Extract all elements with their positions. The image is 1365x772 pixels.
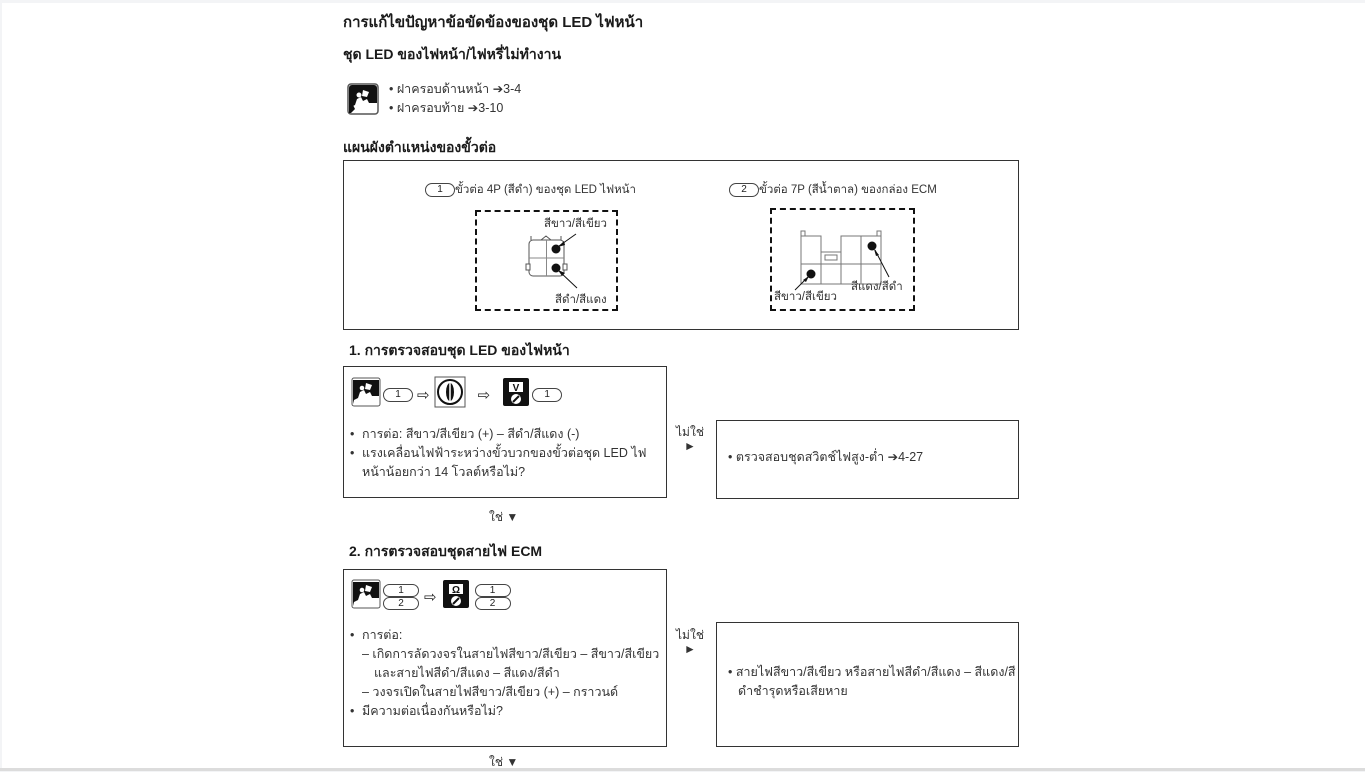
- bullet: •: [728, 450, 736, 464]
- step-1-yes-branch: ใช่ ▼: [489, 510, 519, 524]
- bullet: •: [728, 665, 736, 679]
- ignition-switch-icon: [434, 376, 466, 413]
- connector-number-stack: [475, 584, 511, 610]
- check-item: • มีความต่อเนื่องกันหรือไม่?: [350, 702, 662, 721]
- reference-arrow-icon: ➔: [887, 450, 899, 464]
- disconnect-icon: [351, 579, 381, 614]
- step-2-procedure-icons: [351, 579, 511, 614]
- connector-section-heading: แผนผังตำแหน่งของขั้วต่อ: [343, 139, 497, 155]
- check-item: • การต่อ:: [350, 626, 662, 645]
- pin-label: สีดำ/สีแดง: [555, 294, 607, 306]
- check-item: • การต่อ: สีขาว/สีเขียว (+) – สีดำ/สีแดง (-): [350, 425, 660, 444]
- page-ref-link[interactable]: 3-10: [478, 101, 504, 115]
- connector-2-label: 2 ขั้วต่อ 7P (สีน้ำตาล) ของกล่อง ECM: [729, 181, 937, 199]
- pin-label: สีขาว/สีเขียว: [774, 291, 837, 303]
- connector-1-diagram: [475, 210, 618, 311]
- bullet: •: [389, 101, 397, 115]
- step-1-check-list: [350, 425, 660, 482]
- connector-number-badge: 1: [475, 584, 511, 597]
- right-arrow-icon: ►: [684, 439, 696, 453]
- step-1-no-branch: ไม่ใช่ ►: [676, 425, 704, 453]
- step-1-heading: 1. การตรวจสอบชุด LED ของไฟหน้า: [349, 342, 570, 358]
- step-2-heading: 2. การตรวจสอบชุดสายไฟ ECM: [349, 543, 543, 559]
- disconnect-icon: [351, 377, 381, 412]
- reference-arrow-icon: ➔: [492, 82, 504, 96]
- connector-number-badge: 1: [383, 388, 413, 402]
- next-arrow-icon: ⇨: [424, 588, 437, 606]
- step-2-no-branch: ไม่ใช่ ►: [676, 628, 704, 656]
- next-arrow-icon: ⇨: [477, 386, 491, 404]
- step-1-procedure-icons: [351, 376, 562, 413]
- reference-arrow-icon: ➔: [467, 101, 479, 115]
- bullet: •: [389, 82, 397, 96]
- connector-number-badge: 2: [383, 597, 419, 610]
- connector-number-badge: 2: [475, 597, 511, 610]
- step-2-result-text: • สายไฟสีขาว/สีเขียว หรือสายไฟสีดำ/สีแดง – สีแดง/สีดำชำรุดหรือเสียหาย: [728, 665, 1016, 698]
- svg-text:V: V: [512, 383, 520, 394]
- next-arrow-icon: ⇨: [417, 386, 430, 404]
- connector-number-stack: [383, 584, 419, 610]
- step-2-procedure-box: [343, 569, 667, 747]
- bullet: •: [350, 704, 355, 718]
- ohmmeter-icon: [442, 579, 470, 614]
- step-1-procedure-box: [343, 366, 667, 498]
- svg-text:Ω: Ω: [451, 585, 460, 596]
- connector-number-badge: 1: [532, 388, 562, 402]
- connector-number-badge: 1: [383, 584, 419, 597]
- check-sub-item: – เกิดการลัดวงจรในสายไฟสีขาว/สีเขียว – สีขาว/สีเขียว และสายไฟสีดำ/สีแดง – สีแดง/สีดำ – วงจรเปิดในสายไฟสีขาว/สีเขียว (+) – กราวนด์: [362, 647, 660, 699]
- step-1-result-box: [716, 420, 1019, 499]
- removal-icon: [347, 83, 379, 115]
- page-title: การแก้ไขปัญหาข้อขัดข้องของชุด LED ไฟหน้า: [343, 14, 644, 31]
- page-ref-link[interactable]: 4-27: [898, 450, 924, 464]
- step-2-result-box: [716, 622, 1019, 747]
- step-2-yes-branch: ใช่ ▼: [489, 755, 519, 769]
- check-item: • แรงเคลื่อนไฟฟ้าระหว่างขั้วบวกของขั้วต่อชุด LED ไฟหน้าน้อยกว่า 14 โวลต์หรือไม่?: [350, 444, 660, 482]
- bullet: •: [350, 628, 355, 642]
- pin-label: สีแดง/สีดำ: [851, 281, 903, 293]
- removal-item: • ฝาครอบด้านหน้า ➔3-4: [389, 82, 522, 96]
- page-ref-link[interactable]: 3-4: [503, 82, 522, 96]
- connector-number-badge: 1: [425, 183, 455, 197]
- voltmeter-icon: [502, 377, 530, 412]
- step-2-check-list: [350, 626, 662, 721]
- right-arrow-icon: ►: [684, 642, 696, 656]
- removal-list: [389, 80, 521, 118]
- connector-number-badge: 2: [729, 183, 759, 197]
- pin-label: สีขาว/สีเขียว: [544, 218, 607, 230]
- connector-1-label: 1 ขั้วต่อ 4P (สีดำ) ของชุด LED ไฟหน้า: [425, 181, 636, 199]
- connector-diagram-box: [343, 160, 1019, 330]
- connector-2-diagram: [770, 208, 915, 311]
- removal-item: • ฝาครอบท้าย ➔3-10: [389, 101, 504, 115]
- step-1-result-text: • ตรวจสอบชุดสวิตช์ไฟสูง-ต่ำ ➔4-27: [728, 450, 924, 464]
- page-subtitle: ชุด LED ของไฟหน้า/ไฟหรี่ไม่ทำงาน: [343, 46, 562, 62]
